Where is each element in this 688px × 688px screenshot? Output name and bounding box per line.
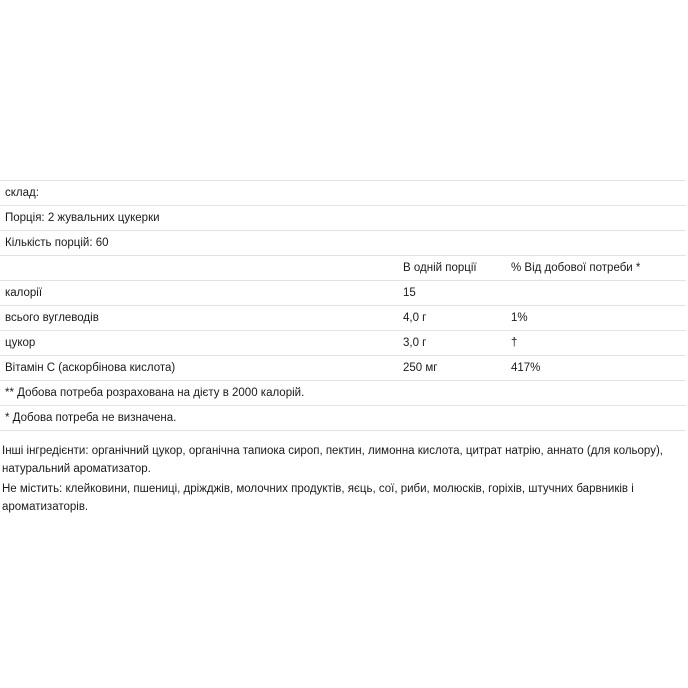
nutrient-amount: 3,0 г — [398, 331, 506, 356]
header-daily-value: % Від добової потреби * — [506, 256, 686, 281]
other-ingredients-text: Інші інгредієнти: органічний цукор, органічна тапиока сироп, пектин, лимонна кислота, цитрат натрію, аннато (для кольору), натуральний ароматизатор. — [2, 445, 663, 475]
footnote-not-established: * Добова потреба не визначена. — [0, 406, 686, 431]
nutrient-daily-value: 417% — [506, 356, 686, 381]
composition-row — [0, 181, 686, 206]
header-per-serving: В одній порції — [398, 256, 506, 281]
servings-count: Кількість порцій: 60 — [0, 231, 686, 256]
footnote-row — [0, 406, 686, 431]
nutrient-daily-value: 1% — [506, 306, 686, 331]
nutrient-name: всього вуглеводів — [0, 306, 398, 331]
table-row — [0, 281, 686, 306]
composition-label: склад: — [0, 181, 686, 206]
nutrient-amount: 4,0 г — [398, 306, 506, 331]
table-row — [0, 306, 686, 331]
nutrient-name: цукор — [0, 331, 398, 356]
header-empty-cell — [0, 256, 398, 281]
nutrient-name: калорії — [0, 281, 398, 306]
nutrient-daily-value — [506, 281, 686, 306]
footnote-daily-diet: ** Добова потреба розрахована на дієту в 2000 калорій. — [0, 381, 686, 406]
nutrient-name: Вітамін С (аскорбінова кислота) — [0, 356, 398, 381]
servings-count-row — [0, 231, 686, 256]
table-row — [0, 356, 686, 381]
free-from-text: Не містить: клейковини, пшениці, дріжджів, молочних продуктів, яєць, сої, риби, молюсків, горіхів, штучних барвників і ароматизаторів. — [2, 483, 634, 513]
nutrient-amount: 15 — [398, 281, 506, 306]
table-header-row — [0, 256, 686, 281]
table-row — [0, 331, 686, 356]
nutrient-amount: 250 мг — [398, 356, 506, 381]
serving-size-row — [0, 206, 686, 231]
supplement-facts-table — [0, 180, 686, 431]
footnote-row — [0, 381, 686, 406]
serving-size: Порція: 2 жувальних цукерки — [0, 206, 686, 231]
nutrient-daily-value: † — [506, 331, 686, 356]
